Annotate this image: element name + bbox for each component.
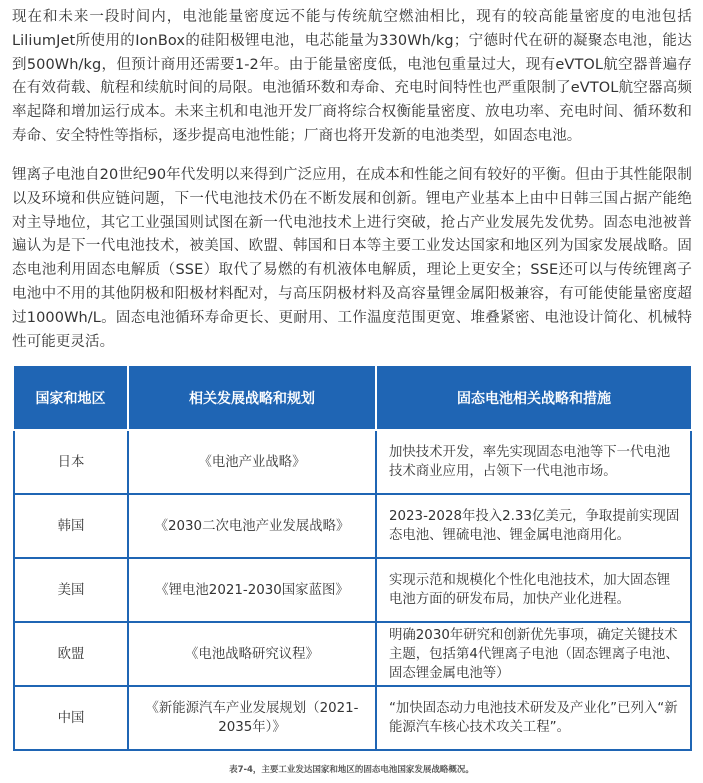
cell-measures: 2023-2028年投入2.33亿美元，争取提前实现固态电池、锂硫电池、锂金属电池商用化。 — [376, 494, 691, 558]
cell-measures: “加快固态动力电池技术研发及产业化”已列入“新能源汽车核心技术攻关工程”。 — [376, 686, 691, 750]
header-country: 国家和地区 — [14, 366, 128, 430]
cell-country: 中国 — [14, 686, 128, 750]
cell-country: 韩国 — [14, 494, 128, 558]
body-paragraph-2: 锂离子电池自20世纪90年代发明以来得到广泛应用，在成本和性能之间有较好的平衡。但由于其性能限制以及环境和供应链问题，下一代电池技术仍在不断发展和创新。锂电产业基本上由中日韩三国占据产能绝对主导地位，其它工业强国则试图在新一代电池技术上进行突破，抢占产业发展先发优势。固态电池被普遍认为是下一代电池技术，被美国、欧盟、韩国和日本等主要工业发达国家和地区列为国家发展战略。固态电池利用固态电解质（SSE）取代了易燃的有机液体电解质，理论上更安全；SSE还可以与传统锂离子电池中不用的其他阴极和阳极材料配对，与高压阴极材料及高容量锂金属阳极兼容，有可能使能量密度超过1000Wh/L。固态电池循环寿命更长、更耐用、工作温度范围更宽、堆叠紧密、电池设计简化、机械特性可能更灵活。 — [12, 167, 692, 350]
cell-measures: 明确2030年研究和创新优先事项，确定关键技术主题，包括第4代锂离子电池（固态锂离子电池、固态锂金属电池等） — [376, 622, 691, 686]
cell-strategy: 《新能源汽车产业发展规划（2021-2035年）》 — [128, 686, 376, 750]
header-measures: 固态电池相关战略和措施 — [376, 366, 691, 430]
cell-country: 日本 — [14, 430, 128, 494]
cell-strategy: 《电池产业战略》 — [128, 430, 376, 494]
header-strategy: 相关发展战略和规划 — [128, 366, 376, 430]
table-row — [14, 494, 691, 558]
cell-measures: 实现示范和规模化个性化电池技术，加大固态锂电池方面的研发布局，加快产业化进程。 — [376, 558, 691, 622]
body-paragraph-1: 现在和未来一段时间内，电池能量密度远不能与传统航空燃油相比，现有的较高能量密度的电池包括LiliumJet所使用的IonBox的硅阳极锂电池，电芯能量为330Wh/kg；宁德时代在研的凝聚态电池，能达到500Wh/kg，但预计商用还需要1-2年。由于能量密度低，电池包重量过大，现有eVTOL航空器普遍存在有效荷载、航程和续航时间的局限。电池循环数和寿命、充电时间特性也严重限制了eVTOL航空器高频率起降和增加运行成本。未来主机和电池开发厂商将综合权衡能量密度、放电功率、充电时间、循环数和寿命、安全特性等指标，逐步提高电池性能；厂商也将开发新的电池类型，如固态电池。 — [12, 9, 692, 144]
strategy-table-container — [13, 366, 690, 751]
table-caption: 表7-4，主要工业发达国家和地区的固态电池国家发展战略概况。 — [229, 765, 474, 775]
cell-strategy: 《锂电池2021-2030国家蓝图》 — [128, 558, 376, 622]
cell-country: 美国 — [14, 558, 128, 622]
table-header-row — [14, 366, 691, 430]
table-row — [14, 622, 691, 686]
table-row — [14, 686, 691, 750]
cell-strategy: 《电池战略研究议程》 — [128, 622, 376, 686]
table-row — [14, 430, 691, 494]
cell-strategy: 《2030二次电池产业发展战略》 — [128, 494, 376, 558]
cell-measures: 加快技术开发，率先实现固态电池等下一代电池技术商业应用，占领下一代电池市场。 — [376, 430, 691, 494]
cell-country: 欧盟 — [14, 622, 128, 686]
solid-state-battery-strategy-table — [13, 366, 692, 751]
table-row — [14, 558, 691, 622]
